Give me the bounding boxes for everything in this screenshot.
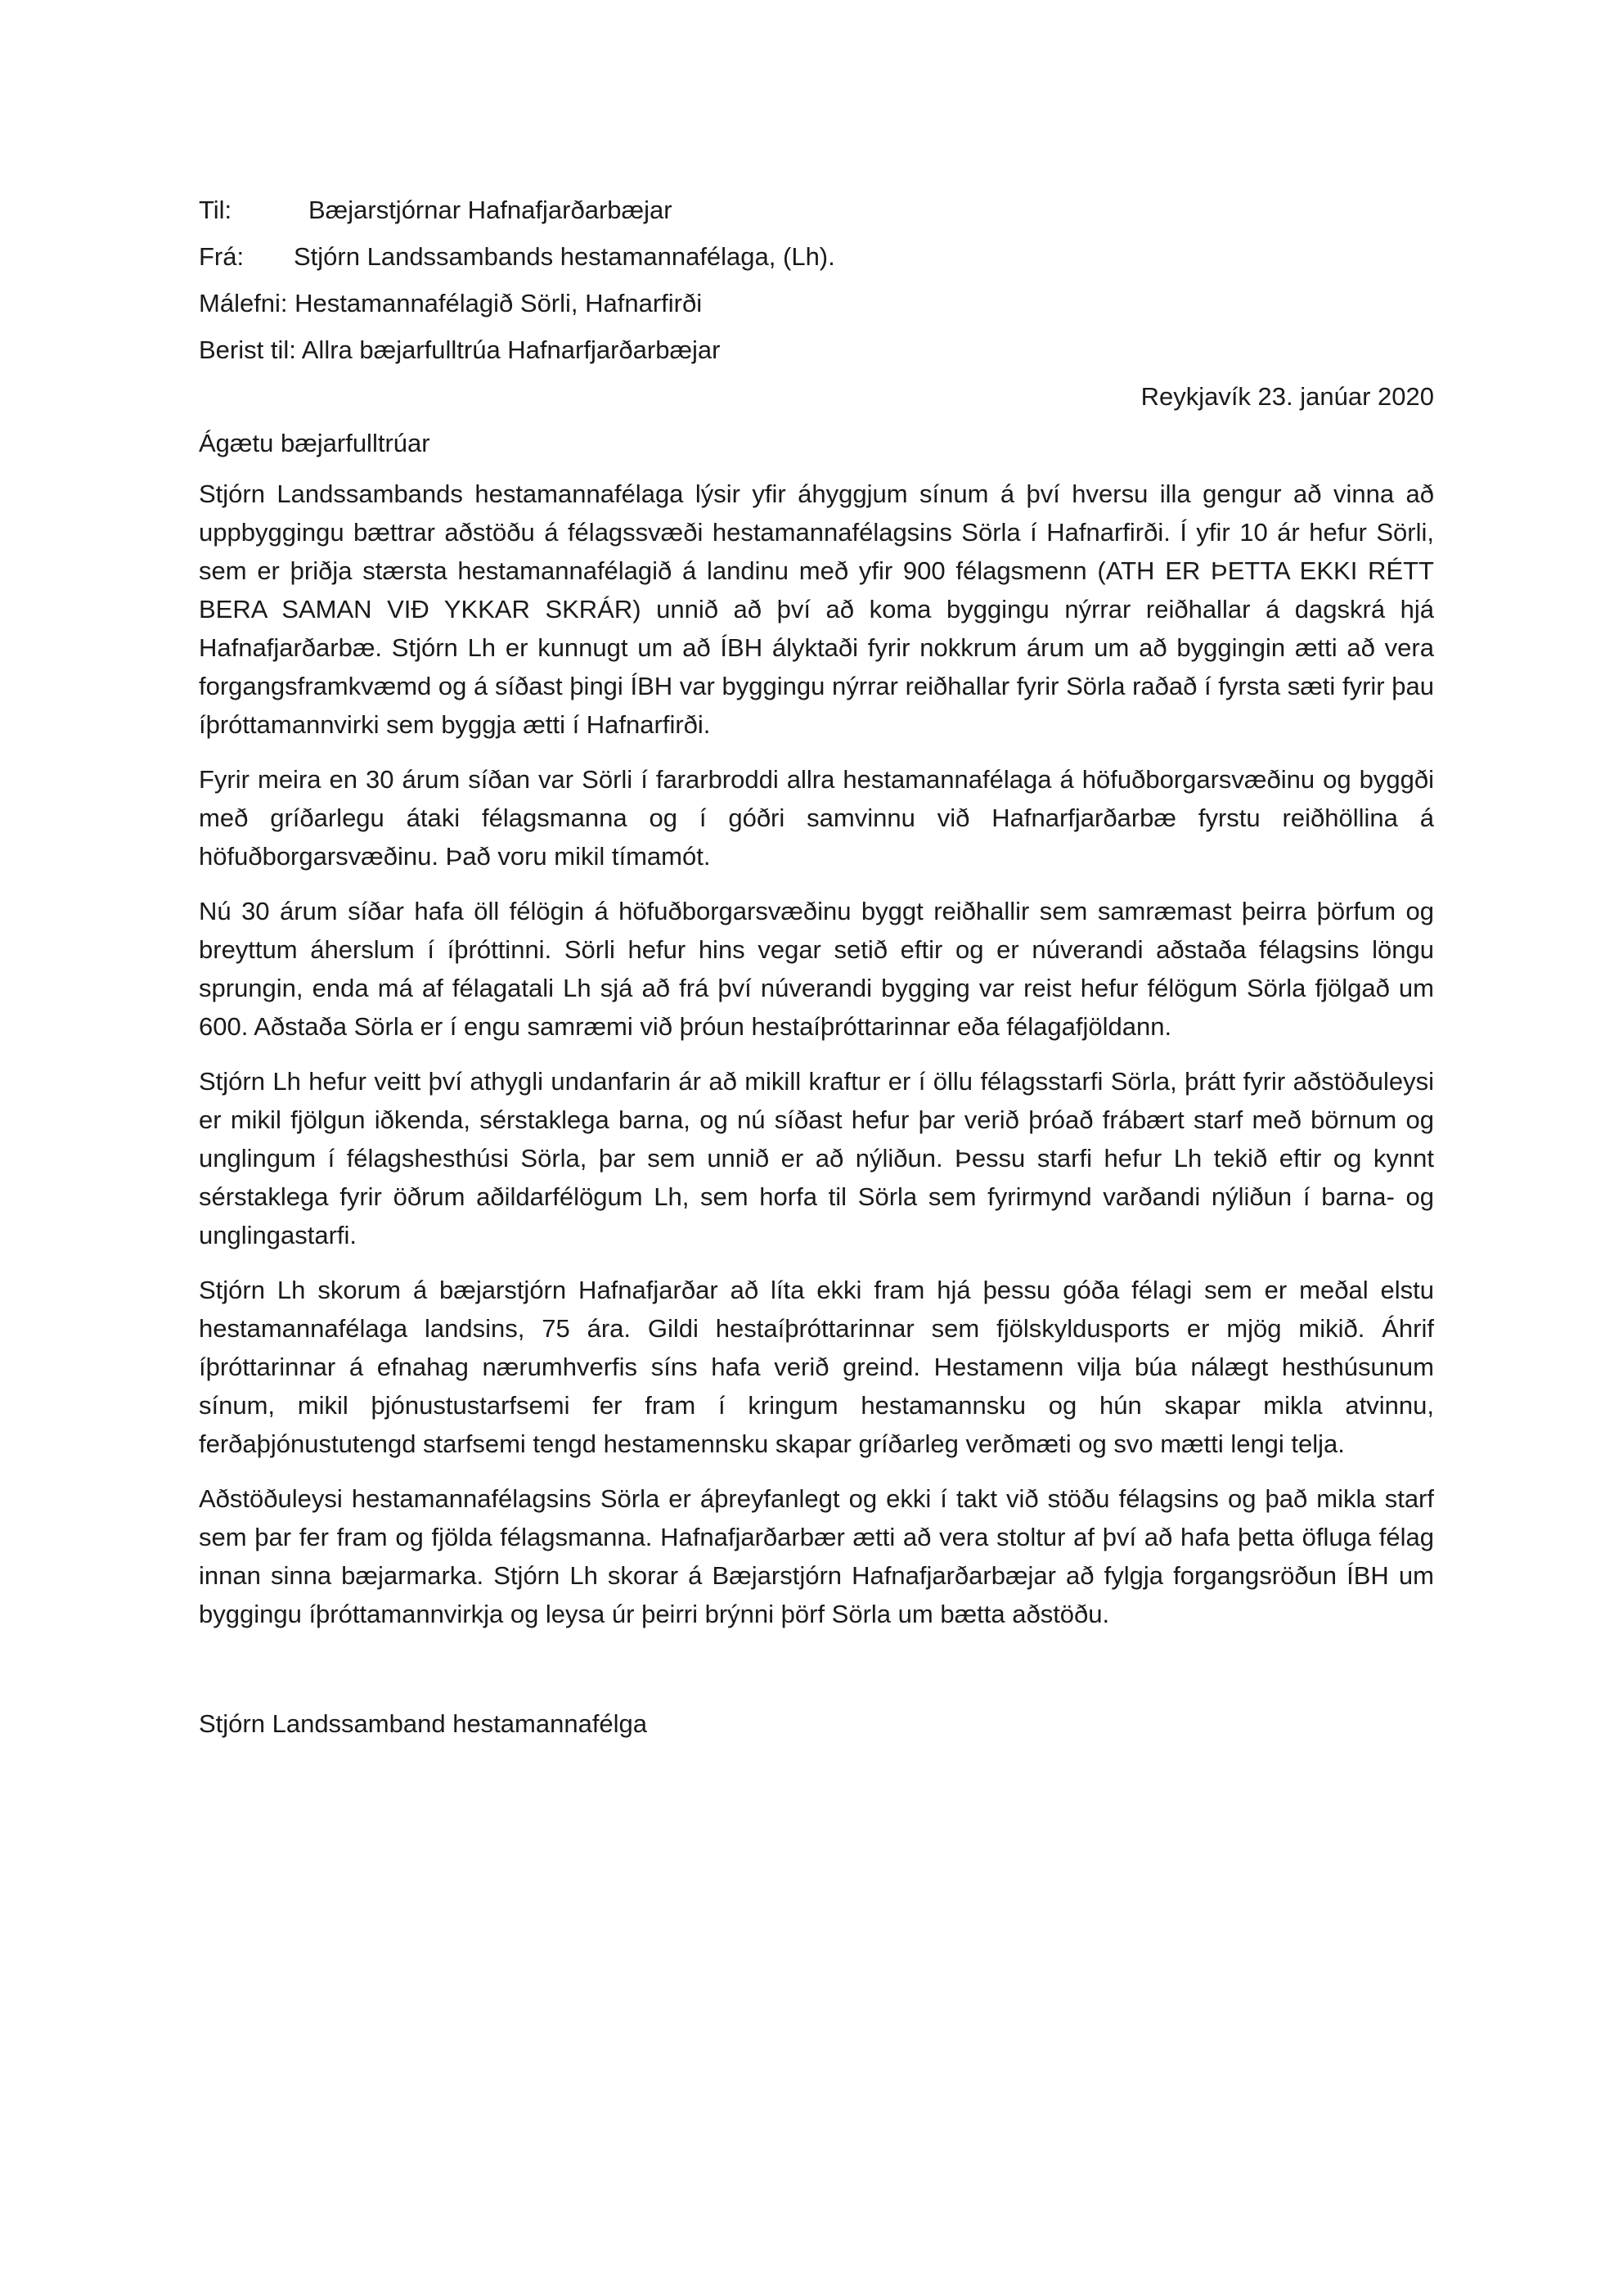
to-label: Til: bbox=[199, 196, 232, 224]
paragraph-3: Nú 30 árum síðar hafa öll félögin á höfuðborgarsvæðinu byggt reiðhallir sem samræmast þeirra þörfum og breyttum áherslum í íþróttinni. Sörli hefur hins vegar setið eftir og er núverandi aðstaða félagsins löngu sprungin, enda má af félagatali Lh sjá að frá því núverandi bygging var reist hefur félögum Sörla fjölgað um 600. Aðstaða Sörla er í engu samræmi við þróun hestaíþróttarinnar eða félagafjöldann. bbox=[199, 897, 1434, 1041]
from-line bbox=[199, 241, 1434, 272]
salutation: Ágætu bæjarfulltrúar bbox=[199, 429, 430, 457]
to-line bbox=[199, 195, 1434, 226]
from-label: Frá: bbox=[199, 242, 245, 271]
paragraph-5: Stjórn Lh skorum á bæjarstjórn Hafnafjarðar að líta ekki fram hjá þessu góða félagi sem er meðal elstu hestamannafélaga landsins, 75 ára. Gildi hestaíþróttarinnar sem fjölskyldusports er mjög mikið. Áhrif íþróttarinnar á efnahag nærumhverfis síns hafa verið greind. Hestamenn vilja búa nálægt hesthúsunum sínum, mikil þjónustustarfsemi fer fram í kringum hestamannsku og hún skapar mikla atvinnu, ferðaþjónustutengd starfsemi tengd hestamennsku skapar gríðarleg verðmæti og svo mætti lengi telja. bbox=[199, 1276, 1434, 1458]
cc-line: Berist til: Allra bæjarfulltrúa Hafnarfjarðarbæjar bbox=[199, 335, 721, 364]
paragraph-4: Stjórn Lh hefur veitt því athygli undanfarin ár að mikill kraftur er í öllu félagsstarfi Sörla, þrátt fyrir aðstöðuleysi er mikil fjölgun iðkenda, sérstaklega barna, og nú síðast hefur þar verið þróað frábært starf með börnum og unglingum í félagshesthúsi Sörla, þar sem unnið er að nýliðun. Þessu starfi hefur Lh tekið eftir og kynnt sérstaklega fyrir öðrum aðildarfélögum Lh, sem horfa til Sörla sem fyrirmynd varðandi nýliðun í barna- og unglingastarfi. bbox=[199, 1067, 1434, 1249]
to-value: Bæjarstjórnar Hafnafjarðarbæjar bbox=[308, 196, 672, 224]
paragraph-6: Aðstöðuleysi hestamannafélagsins Sörla er áþreyfanlegt og ekki í takt við stöðu félagsins og það mikla starf sem þar fer fram og fjölda félagsmanna. Hafnafjarðarbær ætti að vera stoltur af því að hafa þetta öfluga félag innan sinna bæjarmarka. Stjórn Lh skorar á Bæjarstjórn Hafnafjarðarbæjar að fylgja forgangsröðun ÍBH um byggingu íþróttamannvirkja og leysa úr þeirri brýnni þörf Sörla um bætta aðstöðu. bbox=[199, 1484, 1434, 1628]
paragraph-1: Stjórn Landssambands hestamannafélaga lýsir yfir áhyggjum sínum á því hversu illa gengur að vinna að uppbyggingu bættrar aðstöðu á félagssvæði hestamannafélagsins Sörla í Hafnarfirði. Í yfir 10 ár hefur Sörli, sem er þriðja stærsta hestamannafélagið á landinu með yfir 900 félagsmenn (ATH ER ÞETTA EKKI RÉTT BERA SAMAN VIÐ YKKAR SKRÁR) unnið að því að koma byggingu nýrrar reiðhallar á dagskrá hjá Hafnafjarðarbæ. Stjórn Lh er kunnugt um að ÍBH ályktaði fyrir nokkrum árum um að byggingin ætti að vera forgangsframkvæmd og á síðast þingi ÍBH var byggingu nýrrar reiðhallar fyrir Sörla raðað í fyrsta sæti fyrir þau íþróttamannvirki sem byggja ætti í Hafnarfirði. bbox=[199, 479, 1434, 739]
paragraph-2: Fyrir meira en 30 árum síðan var Sörli í fararbroddi allra hestamannafélaga á höfuðborgarsvæðinu og byggði með gríðarlegu átaki félagsmanna og í góðri samvinnu við Hafnarfjarðarbæ fyrstu reiðhöllina á höfuðborgarsvæðinu. Það voru mikil tímamót. bbox=[199, 765, 1434, 871]
letter-date: Reykjavík 23. janúar 2020 bbox=[1140, 382, 1434, 411]
letter-body bbox=[199, 195, 1434, 1740]
from-value: Stjórn Landssambands hestamannafélaga, (Lh). bbox=[294, 242, 835, 271]
subject-line: Málefni: Hestamannafélagið Sörli, Hafnarfirði bbox=[199, 289, 703, 317]
signature: Stjórn Landssamband hestamannafélga bbox=[199, 1709, 648, 1738]
